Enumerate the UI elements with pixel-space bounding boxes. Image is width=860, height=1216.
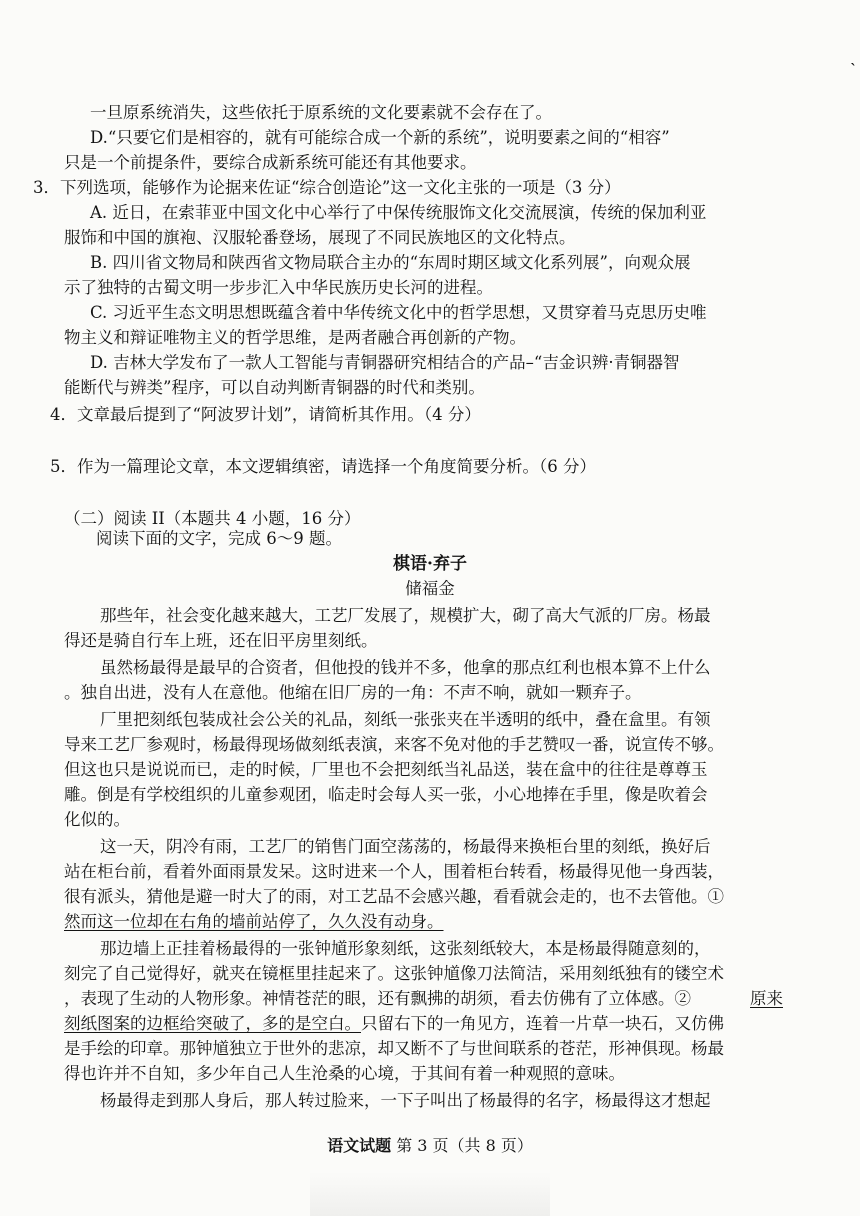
paragraph-line: 化似的。: [64, 810, 130, 829]
paragraph-line: 这一天，阴冷有雨，工艺厂的销售门面空荡荡的，杨最得来换柜台里的刻纸，换好后: [100, 837, 711, 856]
question-4: 4．文章最后提到了“阿波罗计划”，请简析其作用。（4 分）: [50, 405, 481, 424]
section-instruction: 阅读下面的文字，完成 6～9 题。: [96, 529, 342, 548]
underlined-sentence-1: 然而这一位却在右角的墙前站停了，久久没有动身。: [64, 912, 444, 931]
paragraph-line: 厂里把刻纸包装成社会公关的礼品，刻纸一张张夹在半透明的纸中，叠在盒里。有领: [100, 710, 711, 729]
paragraph-line: 。独自出进，没有人在意他。他缩在旧厂房的一角：不声不响，就如一颗弃子。: [64, 683, 642, 702]
option-a-line: A. 近日，在索菲亚中国文化中心举行了中保传统服饰文化交流展演，传统的保加利亚: [90, 203, 707, 222]
underlined-sentence-2-end: 刻纸图案的边框给突破了，多的是空白。: [64, 1014, 361, 1033]
paragraph-line: 杨最得走到那人身后，那人转过脸来，一下子叫出了杨最得的名字，杨最得这才想起: [100, 1091, 711, 1110]
question-5: 5．作为一篇理论文章，本文逻辑缜密，请选择一个角度简要分析。（6 分）: [50, 457, 596, 476]
text-line: 只是一个前提条件，要综合成新系统可能还有其他要求。: [64, 153, 477, 172]
option-d-line: D.“只要它们是相容的，就有可能综合成一个新的系统”，说明要素之间的“相容”: [90, 128, 670, 147]
text-span: 只留右下的一角见方，连着一片草一块石，又仿佛: [361, 1014, 724, 1033]
option-c-line: C. 习近平生态文明思想既蕴含着中华传统文化中的哲学思想，又贯穿着马克思历史唯: [90, 303, 707, 322]
paragraph-line: 但这也只是说说而已，走的时候，厂里也不会把刻纸当礼品送，装在盒中的往往是尊尊玉: [64, 760, 708, 779]
paragraph-line: 很有派头，猜他是避一时大了的雨，对工艺品不会感兴趣，看看就会走的，也不去管他。①: [64, 887, 724, 906]
paragraph-line: 那边墙上正挂着杨最得的一张钟馗形象刻纸，这张刻纸较大，本是杨最得随意刻的，: [100, 939, 711, 958]
underlined-sentence-2-start: 原来: [750, 989, 783, 1008]
footer-page-number: 第 3 页（共 8 页）: [391, 1136, 533, 1155]
footer-subject: 语文试题: [327, 1136, 392, 1155]
paragraph-line: ，表现了生动的人物形象。神情苍茫的眼，还有飘拂的胡须，看去仿佛有了立体感。②: [64, 989, 691, 1008]
passage-title: 棋语·弃子: [393, 554, 467, 574]
passage-author: 储福金: [405, 579, 455, 598]
page-footer: [0, 1135, 860, 1157]
option-d-line: D. 吉林大学发布了一款人工智能与青铜器研究相结合的产品–“吉金识辨·青铜器智: [90, 353, 680, 372]
paragraph-line: 刻完了自己觉得好，就夹在镜框里挂起来了。这张钟馗像刀法简洁，采用刻纸独有的镂空术: [64, 964, 724, 983]
option-b-line: B. 四川省文物局和陕西省文物局联合主办的“东周时期区域文化系列展”，向观众展: [90, 253, 691, 272]
text-line: 能断代与辨类”程序，可以自动判断青铜器的时代和类别。: [64, 378, 485, 397]
paragraph-line: 得还是骑自行车上班，还在旧平房里刻纸。: [64, 631, 378, 650]
text-line: 示了独特的古蜀文明一步步汇入中华民族历史长河的进程。: [64, 278, 493, 297]
scan-shadow: [310, 1172, 550, 1216]
paragraph-line: 雕。倒是有学校组织的儿童参观团，临走时会每人买一张，小心地捧在手里，像是吹着会: [64, 785, 708, 804]
paragraph-line: 站在柜台前，看着外面雨景发呆。这时进来一个人，围着柜台转看，杨最得见他一身西装，: [64, 862, 724, 881]
text-line: 物主义和辩证唯物主义的哲学思维，是两者融合再创新的产物。: [64, 328, 526, 347]
corner-mark: `: [850, 62, 857, 78]
section-heading: （二）阅读 II（本题共 4 小题，16 分）: [64, 509, 361, 528]
question-3: 3．下列选项，能够作为论据来佐证“综合创造论”这一文化主张的一项是（3 分）: [33, 178, 621, 197]
paragraph-line-mixed: [64, 1013, 724, 1035]
paragraph-line: 虽然杨最得是最早的合资者，但他投的钱并不多，他拿的那点红利也根本算不上什么: [100, 658, 711, 677]
paragraph-line: 导来工艺厂参观时，杨最得现场做刻纸表演，来客不免对他的手艺赞叹一番，说宣传不够。: [64, 735, 724, 754]
paragraph-line: 得也许并不自知，多少年自己人生沧桑的心境，于其间有着一种观照的意味。: [64, 1064, 625, 1083]
paragraph-line: 是手绘的印章。那钟馗独立于世外的悲凉，却又断不了与世间联系的苍茫，形神俱现。杨最: [64, 1039, 724, 1058]
paragraph-line: 那些年，社会变化越来越大，工艺厂发展了，规模扩大，砌了高大气派的厂房。杨最: [100, 606, 711, 625]
text-line: 一旦原系统消失，这些依托于原系统的文化要素就不会存在了。: [90, 103, 552, 122]
text-line: 服饰和中国的旗袍、汉服轮番登场，展现了不同民族地区的文化特点。: [64, 228, 576, 247]
